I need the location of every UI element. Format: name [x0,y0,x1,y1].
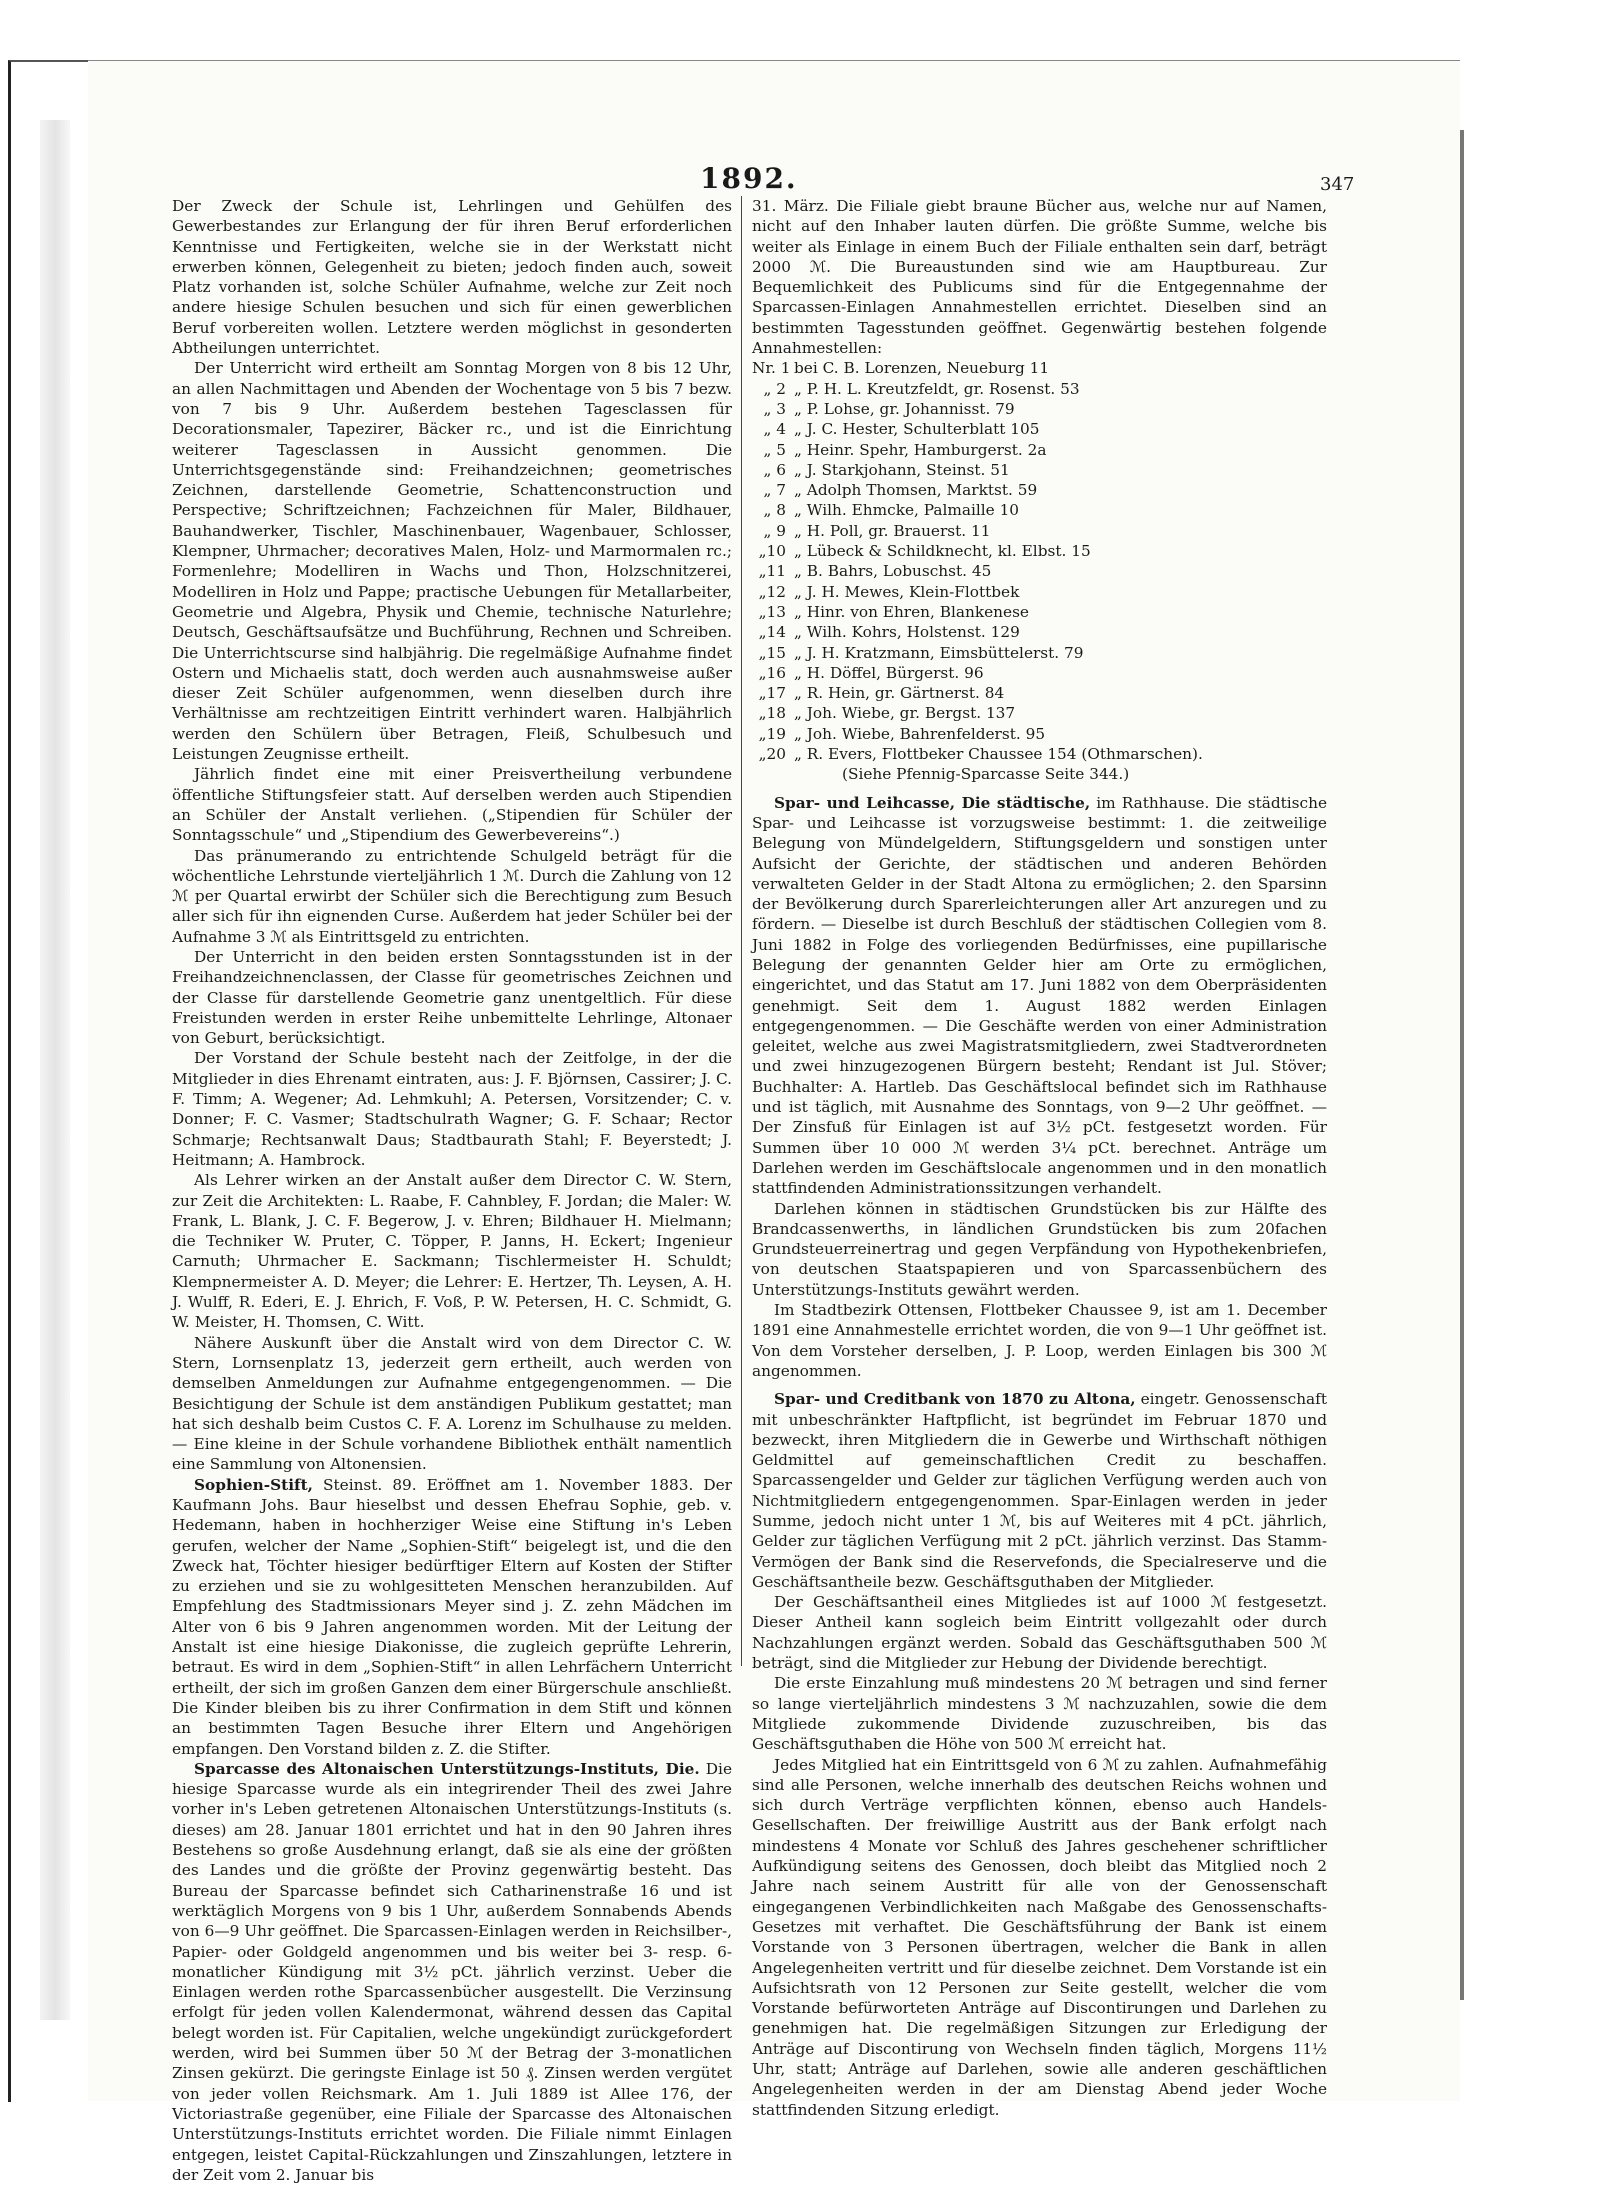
paragraph: Als Lehrer wirken an der Anstalt außer dem Director C. W. Stern, zur Zeit die Architekten: L. Raabe, F. Cahnbley, F. Jordan; die Maler: W. Frank, L. Blank, J. C. F. Begerow, J. v. Ehren; Bildhauer H. Mielmann; die Techniker W. Pruter, C. Töpper, P. Janns, H. Eckert; Ingenieur Carnuth; Uhrmacher E. Sackmann; Tischlermeister H. Schuldt; Klempnermeister A. D. Meyer; die Lehrer: E. Hertzer, Th. Leysen, A. H. J. Wulff, R. Ederi, E. J. Ehrich, F. Voß, P. W. Petersen, H. C. Schmidt, G. W. Meister, H. Thomsen, C. Witt. [172,1171,732,1332]
entry-sparcasse [172,1759,732,2185]
list-item: „16 „ H. Döffel, Bürgerst. 96 [758,663,984,682]
list-item: „ 8 „ Wilh. Ehmcke, Palmaille 10 [763,501,1020,520]
page-number: 347 [1320,174,1355,195]
paragraph: Die erste Einzahlung muß mindestens 20 ℳ betragen und sind ferner so lange vierteljährlich mindestens 3 ℳ nachzuzahlen, sowie die dem Mitgliede zukommende Dividende zuzuschreiben, bis das Geschäftsguthaben die Höhe von 500 ℳ erreicht hat. [752,1674,1327,1754]
entry-creditbank [752,1389,1327,1592]
paragraph: Der Unterricht wird ertheilt am Sonntag Morgen von 8 bis 12 Uhr, an allen Nachmittagen und Abenden der Wochentage von 5 bis 7 bezw. von 7 bis 9 Uhr. Außerdem bestehen Tagesclassen für Decorationsmaler, Tapezirer, Bäcker rc., und ist die Einrichtung weiterer Tagesclassen in Aussicht genommen. Die Unterrichtsgegenstände sind: Freihandzeichnen; geometrisches Zeichnen, darstellende Geometrie, Schattenconstruction und Perspective; Schriftzeichnen; Fachzeichnen für Maler, Bildhauer, Bauhandwerker, Tischler, Maschinenbauer, Wagenbauer, Schlosser, Klempner, Uhrmacher; decoratives Malen, Holz- und Marmormalen rc.; Formenlehre; Modelliren in Wachs und Thon, Holzschnitzerei, Modelliren in Holz und Pappe; practische Uebungen für Metallarbeiter, Geometrie und Algebra, Physik und Chemie, technische Naturlehre; Deutsch, Geschäftsaufsätze und Buchführung, Rechnen und Schreiben. Die Unterrichtscurse sind halbjährig. Die regelmäßige Aufnahme findet Ostern und Michaelis statt, doch werden auch ausnahmsweise außer dieser Zeit Schüler aufgenommen, wenn dieselben durch ihre Verhältnisse am rechtzeitigen Eintritt verhindert waren. Halbjährlich werden den Schülern über Betragen, Fleiß, Schulbesuch und Leistungen Zeugnisse ertheilt. [172,359,732,764]
list-item: „ 9 „ H. Poll, gr. Brauerst. 11 [763,521,991,540]
list-item: „10 „ Lübeck & Schildknecht, kl. Elbst. 15 [758,542,1091,561]
list-item: „15 „ J. H. Kratzmann, Eimsbüttelerst. 79 [758,643,1084,662]
entry-leihcasse [752,793,1327,1199]
paragraph: Nähere Auskunft über die Anstalt wird von dem Director C. W. Stern, Lornsenplatz 13, jederzeit gern ertheilt, auch werden von demselben Anmeldungen zur Aufnahme entgegengenommen. — Die Besichtigung der Schule ist dem anständigen Publikum gestattet; man hat sich deshalb beim Custos C. F. A. Lorenz im Schulhause zu melden. — Eine kleine in der Schule vorhandene Bibliothek enthält namentlich eine Sammlung von Altonensien. [172,1333,732,1474]
list-item: „ 7 „ Adolph Thomsen, Marktst. 59 [763,481,1038,500]
list-item: „12 „ J. H. Mewes, Klein-Flottbek [758,582,1020,601]
page-gutter [40,120,70,2020]
entry-sophien-stift [172,1475,732,1759]
entry-body: Die hiesige Sparcasse wurde als ein integrirender Theil des zwei Jahre vorher in's Leben getretenen Altonaischen Unterstützungs-Instituts (s. dieses) am 28. Januar 1801 errichtet und hat in den 90 Jahren ihres Bestehens so große Ausdehnung erlangt, daß sie als eine der größten des Landes und die größte der Provinz gegenwärtig besteht. Das Bureau der Sparcasse befindet sich Catharinenstraße 16 und ist werktäglich Morgens von 9 bis 1 Uhr, außerdem Sonnabends Abends von 6—9 Uhr geöffnet. Die Sparcassen-Einlagen werden in Reichsilber-, Papier- oder Goldgeld angenommen und bis weiter bei 3- resp. 6-monatlicher Kündigung mit 3½ pCt. jährlich verzinst. Ueber die Einlagen werden rothe Sparcassenbücher ausgestellt. Die Verzinsung erfolgt für jeden vollen Kalendermonat, während dessen das Capital belegt worden ist. Für Capitalien, welche ungekündigt zurückgefordert werden, wird bei Summen über 50 ℳ der Betrag der 3-monatlichen Zinsen gekürzt. Die geringste Einlage ist 50 ₰. Zinsen werden vergütet von jeder vollen Reichsmark. Am 1. Juli 1889 ist Allee 176, der Victoriastraße gegenüber, eine Filiale der Sparcasse des Altonaischen Unterstützungs-Instituts errichtet worden. Die Filiale nimmt Einlagen entgegen, leistet Capital-Rückzahlungen und Zinszahlungen, letztere in der Zeit vom 2. Januar bis [172,1759,732,2184]
list-note: (Siehe Pfennig-Sparcasse Seite 344.) [842,765,1130,784]
paragraph: Darlehen können in städtischen Grundstücken bis zur Hälfte des Brandcassenwerths, in ländlichen Grundstücken bis zum 20fachen Grundsteuerreinertrag und gegen Verpfändung von Hypothekenbriefen, von deutschen Staatspapieren und von Sparcassenbüchern des Unterstützungs-Instituts gewährt werden. [752,1199,1327,1299]
list-item: „ 5 „ Heinr. Spehr, Hamburgerst. 2a [763,440,1047,459]
list-item: „20 „ R. Evers, Flottbeker Chaussee 154 (Othmarschen). [758,745,1203,764]
entry-body: im Rathhause. Die städtische Spar- und Leihcasse ist vorzugsweise bestimmt: 1. die zeitweilige Belegung von Mündelgeldern, Stiftungsgeldern und sonstigen unter Aufsicht der Gerichte, der städtischen und anderen Behörden verwalteten Gelder in der Stadt Altona zu ermöglichen; 2. den Sparsinn der Bevölkerung durch Sparerleichterungen aller Art anzuregen und zu fördern. — Dieselbe ist durch Beschluß der städtischen Collegien vom 8. Juni 1882 in Folge des vorliegenden Bedürfnisses, eine pupillarische Belegung der genannten Gelder hier am Orte zu ermöglichen, eingerichtet, und das Statut am 17. Juni 1882 von dem Oberpräsidenten genehmigt. Seit dem 1. August 1882 werden Einlagen entgegengenommen. — Die Geschäfte werden von einer Administration geleitet, welche aus zwei Magistratsmitgliedern, zwei Stadtverordneten und zwei hinzugezogenen Bürgern besteht; Rendant ist Jul. Stöver; Buchhalter: A. Hartleb. Das Geschäftslocal befindet sich im Rathhause und ist täglich, mit Ausnahme des Sonntags, von 9—2 Uhr geöffnet. — Der Zinsfuß für Einlagen ist auf 3½ pCt. festgesetzt worden. Für Summen über 10 000 ℳ werden 3¼ pCt. berechnet. Anträge um Darlehen werden im Geschäftslocale angenommen und in den monatlich stattfindenden Administrationssitzungen verhandelt. [752,793,1327,1198]
entry-body: eingetr. Genossenschaft mit unbeschränkter Haftpflicht, ist begründet im Februar 1870 und bezweckt, ihren Mitgliedern die in Gewerbe und Wirthschaft nöthigen Geldmittel auf gemeinschaftlichen Credit zu beschaffen. Sparcassengelder und Gelder zur täglichen Verfügung werden auch von Nichtmitgliedern entgegengenommen. Spar-Einlagen werden in jeder Summe, jedoch nicht unter 1 ℳ, bis auf Weiteres mit 4 pCt. jährlich, Gelder zur täglichen Verfügung mit 2 pCt. jährlich verzinst. Das Stamm-Vermögen der Bank sind die Reservefonds, die Specialreserve und die Geschäftsantheile bezw. Geschäftsguthaben der Mitglieder. [752,1390,1327,1591]
right-column [752,196,1327,2120]
entry-heading: Spar- und Leihcasse, Die städtische, [774,793,1091,812]
paragraph: Das pränumerando zu entrichtende Schulgeld beträgt für die wöchentliche Lehrstunde vierteljährlich 1 ℳ. Durch die Zahlung von 12 ℳ per Quartal erwirbt der Schüler sich die Berechtigung zum Besuch aller sich für ihn eignenden Curse. Außerdem hat jeder Schüler bei der Aufnahme 3 ℳ als Eintrittsgeld zu entrichten. [172,846,732,946]
paragraph: Jährlich findet eine mit einer Preisvertheilung verbundene öffentliche Stiftungsfeier statt. Auf derselben werden auch Stipendien an Schüler der Anstalt verliehen. („Stipendien für Schüler der Sonntagsschule“ und „Stipendium des Gewerbevereins“.) [172,765,732,845]
paragraph: Im Stadtbezirk Ottensen, Flottbeker Chaussee 9, ist am 1. December 1891 eine Annahmestelle errichtet worden, die von 9—1 Uhr geöffnet ist. Von dem Vorsteher derselben, J. P. Loop, werden Einlagen bis 300 ℳ angenommen. [752,1301,1327,1380]
list-item: Nr. 1 bei C. B. Lorenzen, Neueburg 11 [752,359,1050,378]
list-item: „11 „ B. Bahrs, Lobuschst. 45 [758,562,992,581]
paragraph: Jedes Mitglied hat ein Eintrittsgeld von 6 ℳ zu zahlen. Aufnahmefähig sind alle Personen, welche innerhalb des deutschen Reichs wohnen und sich durch Verträge verpflichten können, ebenso auch Handels-Gesellschaften. Der freiwillige Austritt aus der Bank erfolgt nach mindestens 4 Monate vor Schluß des Jahres geschehener schriftlicher Aufkündigung seitens des Genossen, doch bleibt das Mitglied noch 2 Jahre nach seinem Austritt für alle von der Genossenschaft eingegangenen Verbindlichkeiten nach Maßgabe des Genossenschafts-Gesetzes mit verhaftet. Die Geschäftsführung der Bank ist einem Vorstande von 3 Personen übertragen, welcher die Bank in allen Angelegenheiten vertritt und für dieselbe zeichnet. Dem Vorstande ist ein Aufsichtsrath von 12 Personen zur Seite gestellt, welcher die vom Vorstande befürworteten Anträge auf Discontirungen und Darlehen zu genehmigen hat. Die regelmäßigen Sitzungen zur Erledigung der Anträge auf Discontirung von Wechseln finden täglich, Morgens 11½ Uhr, statt; Anträge auf Darlehen, sowie alle anderen geschäftlichen Angelegenheiten werden in der am Dienstag Abend jeder Woche stattfindenden Sitzung erledigt. [752,1755,1327,2119]
entry-heading: Sparcasse des Altonaischen Unterstützungs-Instituts, Die. [194,1759,700,1778]
paragraph: 31. März. Die Filiale giebt braune Bücher aus, welche nur auf Namen, nicht auf den Inhaber lauten dürfen. Die größte Summe, welche bis weiter als Einlage in einem Buch der Filiale enthalten sein darf, beträgt 2000 ℳ. Die Bureaustunden sind wie am Hauptbureau. Zur Bequemlichkeit des Publicums sind für die Entgegennahme der Sparcassen-Einlagen Annahmestellen errichtet. Dieselben sind an bestimmten Tagesstunden geöffnet. Gegenwärtig bestehen folgende Annahmestellen: [752,197,1327,358]
entry-body: Steinst. 89. Eröffnet am 1. November 1883. Der Kaufmann Johs. Baur hieselbst und dessen Ehefrau Sophie, geb. v. Hedemann, haben in hochherziger Weise eine Stiftung in's Leben gerufen, welcher der Name „Sophien-Stift“ beigelegt ist, und die den Zweck hat, Töchter hiesiger bedürftiger Eltern auf Kosten der Stifter zu erziehen und sie zu wohlgesitteten Menschen heranzubilden. Auf Empfehlung des Stadtmissionars Meyer sind j. Z. zehn Mädchen im Alter von 6 bis 9 Jahren angenommen worden. Mit der Leitung der Anstalt ist eine hiesige Diakonisse, die zugleich geprüfte Lehrerin, betraut. Es wird in dem „Sophien-Stift“ in allen Lehrfächern Unterricht ertheilt, der sich im großen Ganzen dem einer Bürgerschule anschließt. Die Kinder bleiben bis zu ihrer Confirmation in dem Stift und können an bestimmten Tagen Besuche ihrer Eltern und Angehörigen empfangen. Den Vorstand bilden z. Z. die Stifter. [172,1475,732,1758]
list-item: „ 2 „ P. H. L. Kreutzfeldt, gr. Rosenst. 53 [763,379,1080,398]
left-column [172,196,732,2185]
entry-heading: Sophien-Stift, [194,1475,313,1494]
list-item: „18 „ Joh. Wiebe, gr. Bergst. 137 [758,704,1016,723]
list-item: „13 „ Hinr. von Ehren, Blankenese [758,602,1029,621]
page-year: 1892. [700,162,798,195]
list-item: „14 „ Wilh. Kohrs, Holstenst. 129 [758,623,1020,642]
list-item: „ 6 „ J. Starkjohann, Steinst. 51 [763,460,1010,479]
list-item: „19 „ Joh. Wiebe, Bahrenfelderst. 95 [758,724,1046,743]
paragraph: Der Geschäftsantheil eines Mitgliedes ist auf 1000 ℳ festgesetzt. Dieser Antheil kann sogleich beim Eintritt vollgezahlt oder durch Nachzahlungen ergänzt werden. Sobald das Geschäftsguthaben 500 ℳ beträgt, sind die Mitglieder zur Hebung der Dividende berechtigt. [752,1593,1327,1673]
list-item: „ 4 „ J. C. Hester, Schulterblatt 105 [763,420,1040,439]
paragraph: Der Unterricht in den beiden ersten Sonntagsstunden ist in der Freihandzeichnenclassen, der Classe für geometrisches Zeichnen und der Classe für darstellende Geometrie ganz unentgeltlich. Für diese Freistunden werden in erster Reihe unbemittelte Lehrlinge, Altonaer von Geburt, berücksichtigt. [172,947,732,1048]
list-item: „ 3 „ P. Lohse, gr. Johannisst. 79 [763,399,1015,418]
paragraph: Der Vorstand der Schule besteht nach der Zeitfolge, in der die Mitglieder in dies Ehrenamt eintraten, aus: J. F. Björnsen, Cassirer; J. C. F. Timm; A. Wegener; Ad. Lehmkuhl; A. Petersen, Vorsitzender; C. v. Donner; F. C. Vasmer; Stadtschulrath Wagner; G. F. Schaar; Rector Schmarje; Rechtsanwalt Daus; Stadtbaurath Stahl; F. Beyerstedt; J. Heitmann; A. Hambrock. [172,1049,732,1169]
column-divider [741,196,742,1666]
paragraph: Der Zweck der Schule ist, Lehrlingen und Gehülfen des Gewerbestandes zur Erlangung der für ihren Beruf erforderlichen Kenntnisse und Fertigkeiten, welche sie in der Werkstatt nicht erwerben können, Gelegenheit zu bieten; jedoch finden auch, soweit Platz vorhanden ist, solche Schüler Aufnahme, welche zur Zeit noch andere hiesige Schulen besuchen und sich für einen gewerblichen Beruf vorbereiten wollen. Letztere werden möglichst in gesonderten Abtheilungen unterrichtet. [172,197,732,358]
page-edge [1460,130,1464,2000]
annahmestellen-list [752,358,1327,764]
list-item: „17 „ R. Hein, gr. Gärtnerst. 84 [758,684,1005,703]
entry-heading: Spar- und Creditbank von 1870 zu Altona, [774,1390,1136,1409]
